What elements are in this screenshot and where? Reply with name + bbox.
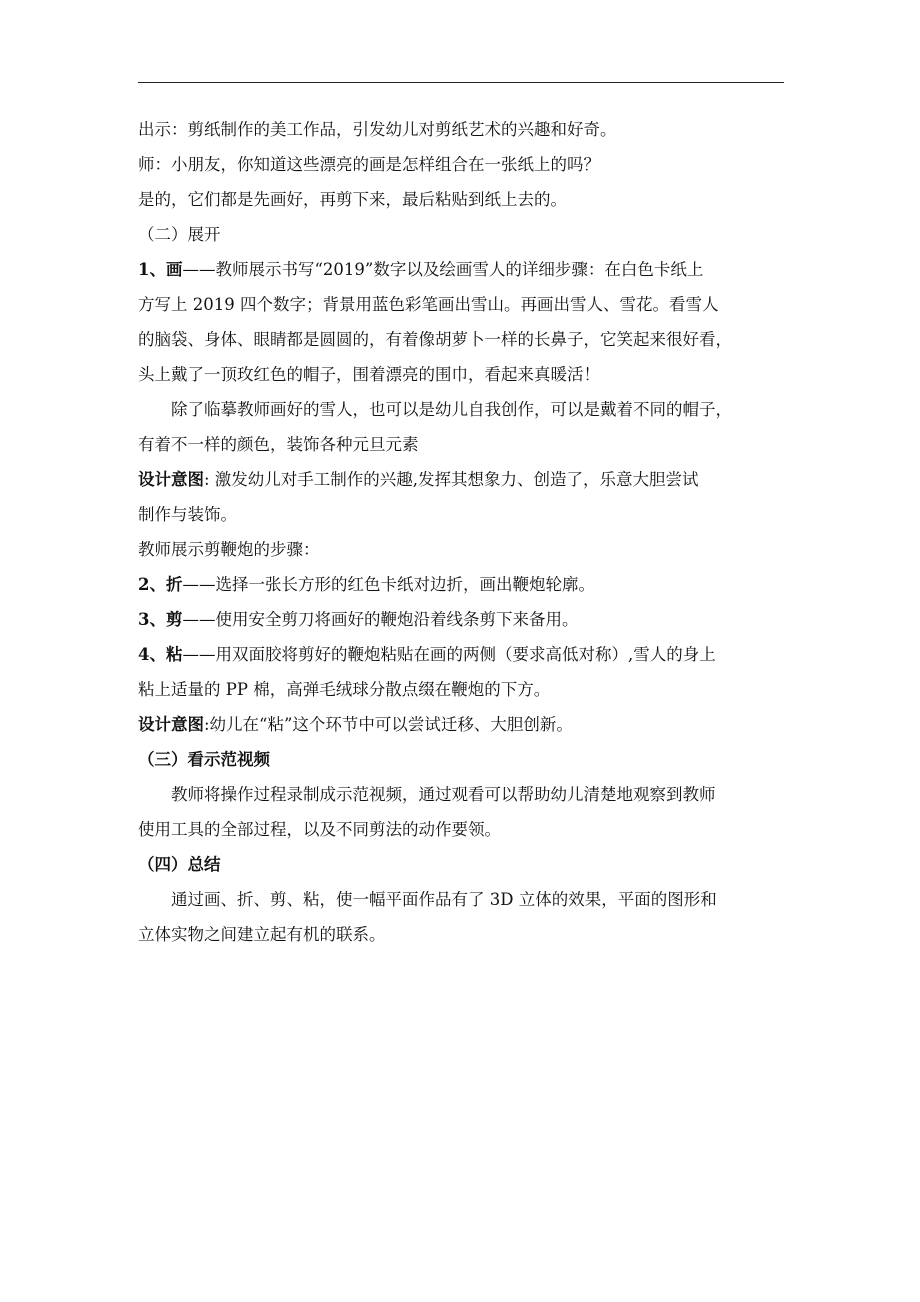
paragraph-line: 是的，它们都是先画好，再剪下来，最后粘贴到纸上去的。	[138, 190, 567, 209]
section-heading: （四）总结	[138, 855, 221, 874]
design-intent-label: 设计意图	[138, 715, 204, 734]
design-intent-label: 设计意图	[138, 470, 204, 489]
step-label: 3、剪	[138, 610, 183, 629]
paragraph-line: 使用工具的全部过程，以及不同剪法的动作要领。	[138, 820, 501, 839]
step-line	[138, 602, 784, 637]
section-heading: （二）展开	[138, 225, 221, 244]
header-rule	[138, 82, 784, 83]
paragraph-line: 头上戴了一顶玫红色的帽子，围着漂亮的围巾，看起来真暖活！	[138, 365, 600, 384]
paragraph-line: 立体实物之间建立起有机的联系。	[138, 925, 386, 944]
step-line	[138, 252, 784, 287]
paragraph-line: 出示：剪纸制作的美工作品，引发幼儿对剪纸艺术的兴趣和好奇。	[138, 120, 617, 139]
paragraph-line: 制作与装饰。	[138, 505, 237, 524]
paragraph-line: 除了临摹教师画好的雪人，也可以是幼儿自我创作，可以是戴着不同的帽子，	[171, 400, 732, 419]
step-line	[138, 637, 784, 672]
step-text: ——用双面胶将剪好的鞭炮粘贴在画的两侧（要求高低对称）,雪人的身上	[182, 645, 716, 664]
design-intent-text: :幼儿在“粘”这个环节中可以尝试迁移、大胆创新。	[204, 715, 573, 734]
paragraph-line: 的脑袋、身体、眼睛都是圆圆的，有着像胡萝卜一样的长鼻子，它笑起来很好看，	[138, 330, 732, 349]
paragraph-line: 教师将操作过程录制成示范视频，通过观看可以帮助幼儿清楚地观察到教师	[171, 785, 716, 804]
design-intent-text: : 激发幼儿对手工制作的兴趣,发挥其想象力、创造了，乐意大胆尝试	[204, 470, 699, 489]
step-text: ——教师展示书写“2019”数字以及绘画雪人的详细步骤：在白色卡纸上	[182, 260, 704, 279]
step-label: 4、粘	[138, 645, 183, 664]
step-line	[138, 567, 784, 602]
document-body	[138, 112, 784, 952]
section-heading: （三）看示范视频	[138, 750, 270, 769]
paragraph-line: 方写上 2019 四个数字；背景用蓝色彩笔画出雪山。再画出雪人、雪花。看雪人	[138, 295, 719, 314]
paragraph-line: 教师展示剪鞭炮的步骤：	[138, 540, 320, 559]
step-text: ——选择一张长方形的红色卡纸对边折，画出鞭炮轮廓。	[182, 575, 595, 594]
design-intent-line	[138, 707, 784, 742]
step-text: ——使用安全剪刀将画好的鞭炮沿着线条剪下来备用。	[182, 610, 579, 629]
paragraph-line: 粘上适量的 PP 棉，高弹毛绒球分散点缀在鞭炮的下方。	[138, 680, 551, 699]
paragraph-line: 通过画、折、剪、粘，使一幅平面作品有了 3D 立体的效果，平面的图形和	[171, 890, 717, 909]
paragraph-line: 有着不一样的颜色，装饰各种元旦元素	[138, 435, 419, 454]
paragraph-line: 师：小朋友，你知道这些漂亮的画是怎样组合在一张纸上的吗？	[138, 155, 600, 174]
step-label: 1、画	[138, 260, 183, 279]
step-label: 2、折	[138, 575, 183, 594]
design-intent-line	[138, 462, 784, 497]
